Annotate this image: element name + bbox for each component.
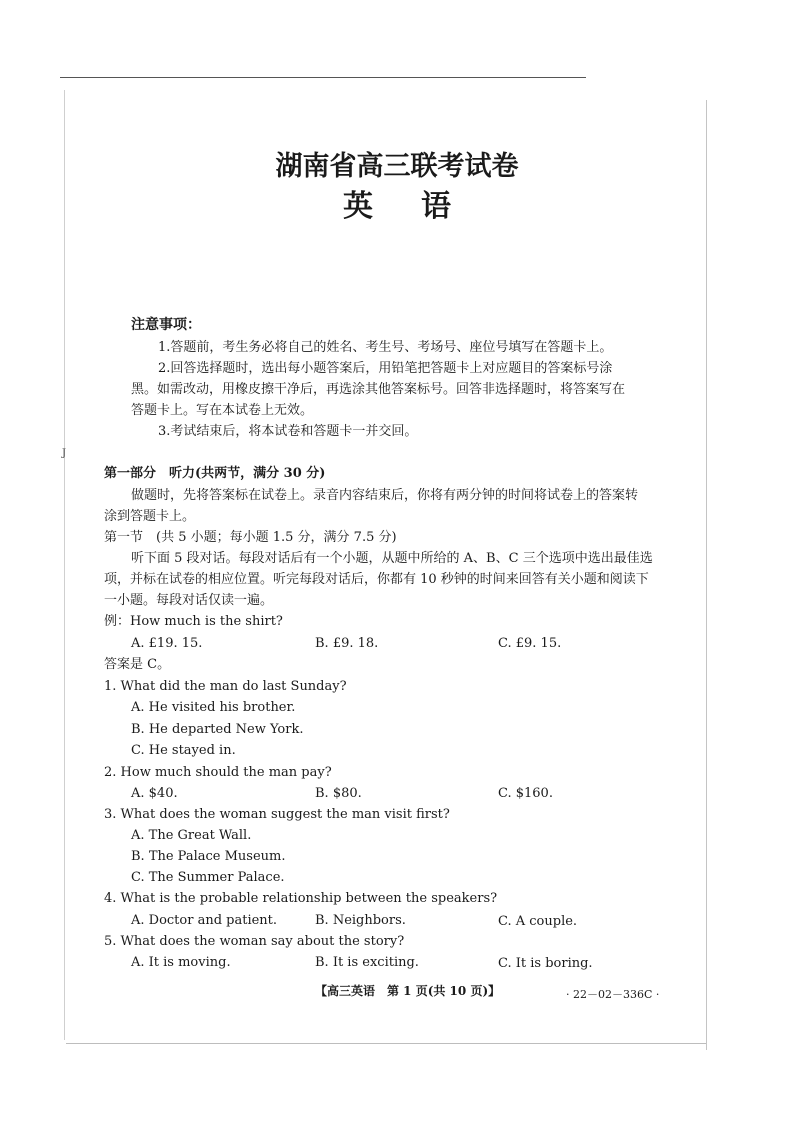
question-option-a: A. It is moving. [131, 955, 231, 970]
example-question: 例：How much is the shirt? [104, 614, 283, 629]
page-info: 【高三英语 第 1 页(共 10 页)】 [315, 984, 501, 998]
section1-instructions: 项，并标在试卷的相应位置。听完每段对话后，你都有 10 秒钟的时间来回答有关小题和阅读下 [104, 572, 649, 587]
question-stem: 3. What does the woman suggest the man visit first? [104, 807, 450, 822]
question-option-b: B. He departed New York. [131, 722, 304, 737]
part1-heading: 第一部分 听力(共两节，满分 30 分) [104, 466, 326, 481]
paper-code: · 22－02－336C · [566, 988, 660, 1001]
section1-instructions: 一小题。每段对话仅读一遍。 [104, 593, 274, 608]
question-option-c: C. A couple. [498, 914, 578, 929]
question-stem: 2. How much should the man pay? [104, 765, 332, 780]
question-option-c: C. He stayed in. [131, 743, 236, 758]
section1-instructions: 听下面 5 段对话。每段对话后有一个小题，从题中所给的 A、B、C 三个选项中选出最佳选 [131, 551, 653, 566]
question-option-b: B. It is exciting. [315, 955, 419, 970]
example-option-c: C. £9. 15. [498, 636, 562, 651]
notice-item: 1.答题前，考生务必将自己的姓名、考生号、考场号、座位号填写在答题卡上。 [158, 340, 613, 355]
example-answer: 答案是 C。 [104, 657, 171, 672]
exam-subject: 英语 [343, 189, 499, 224]
margin-mark: J [62, 448, 67, 459]
question-option-a: A. He visited his brother. [131, 700, 296, 715]
section1-heading: 第一节 (共 5 小题；每小题 1.5 分，满分 7.5 分) [104, 530, 397, 545]
question-option-b: B. Neighbors. [315, 913, 406, 928]
question-option-a: A. The Great Wall. [131, 828, 252, 843]
notice-item: 2.回答选择题时，选出每小题答案后，用铅笔把答题卡上对应题目的答案标号涂 [158, 361, 613, 376]
question-stem: 5. What does the woman say about the story? [104, 934, 405, 949]
question-option-b: B. $80. [315, 786, 362, 801]
question-stem: 4. What is the probable relationship between the speakers? [104, 891, 498, 906]
notice-item: 3.考试结束后，将本试卷和答题卡一并交回。 [158, 424, 418, 439]
right-margin-line [706, 100, 707, 1050]
question-option-a: A. $40. [131, 786, 178, 801]
notice-item: 答题卡上。写在本试卷上无效。 [131, 403, 314, 418]
question-option-c: C. It is boring. [498, 956, 593, 971]
question-option-a: A. Doctor and patient. [131, 913, 278, 928]
question-option-c: C. The Summer Palace. [131, 870, 285, 885]
question-option-b: B. The Palace Museum. [131, 849, 286, 864]
part1-intro: 涂到答题卡上。 [104, 509, 196, 524]
part1-intro: 做题时，先将答案标在试卷上。录音内容结束后，你将有两分钟的时间将试卷上的答案转 [131, 488, 639, 503]
notice-item: 黑。如需改动，用橡皮擦干净后，再选涂其他答案标号。回答非选择题时，将答案写在 [131, 382, 626, 397]
notice-heading: 注意事项： [131, 317, 201, 333]
top-rule [60, 77, 586, 78]
question-option-c: C. $160. [498, 786, 553, 801]
example-option-b: B. £9. 18. [315, 636, 379, 651]
exam-title: 湖南省高三联考试卷 [275, 151, 519, 182]
question-stem: 1. What did the man do last Sunday? [104, 679, 347, 694]
example-option-a: A. £19. 15. [131, 636, 203, 651]
left-margin-line [64, 90, 65, 1040]
bottom-rule [66, 1043, 706, 1044]
